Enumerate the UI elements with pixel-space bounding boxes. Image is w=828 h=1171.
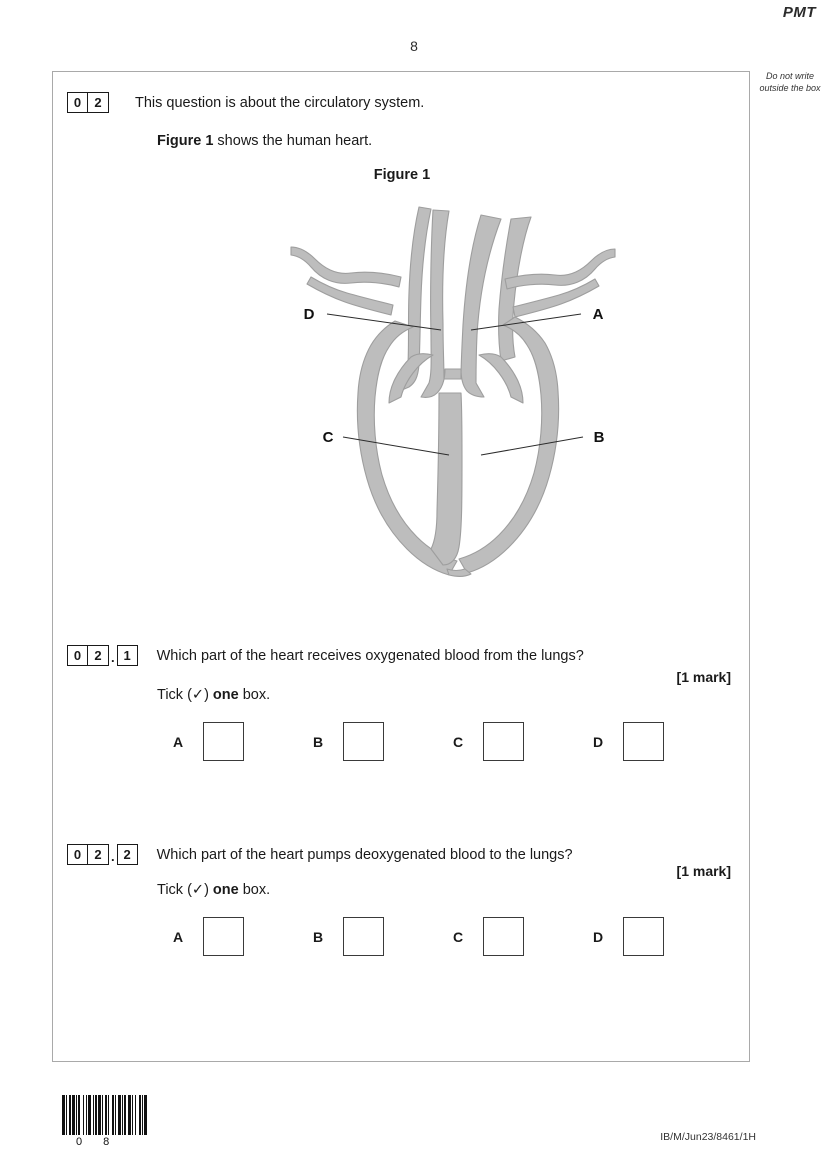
option-c-label-021: C [453, 733, 464, 750]
option-c-021[interactable] [453, 722, 593, 761]
option-b-checkbox-021[interactable] [343, 722, 384, 761]
right-pulmonary-vein-upper [505, 249, 615, 289]
barcode-area [62, 1095, 152, 1148]
q021-digit-0: 0 [67, 645, 88, 666]
option-a-021[interactable] [173, 722, 313, 761]
heart-diagram [243, 197, 663, 587]
question-02-2-header [67, 844, 573, 866]
q021-digit-2: 2 [88, 645, 109, 666]
option-b-022[interactable] [313, 917, 453, 956]
q021-sub-digit: 1 [117, 645, 138, 666]
heart-diagram-svg [243, 197, 663, 587]
tick-prefix-1: Tick ( [157, 687, 192, 703]
option-d-label-021: D [593, 733, 604, 750]
check-icon: ✓ [191, 687, 205, 703]
question-02-1-options [173, 722, 733, 761]
q022-sub-digit: 2 [117, 844, 138, 865]
option-a-label-021: A [173, 733, 184, 750]
option-d-label-022: D [593, 928, 604, 945]
option-a-label-022: A [173, 928, 184, 945]
option-d-022[interactable] [593, 917, 733, 956]
diagram-label-a: A [592, 306, 604, 323]
q022-digit-2: 2 [88, 844, 109, 865]
option-d-021[interactable] [593, 722, 733, 761]
diagram-label-c: C [322, 429, 334, 446]
tick-suffix-2: box. [238, 882, 271, 898]
leader-line-b [481, 437, 583, 455]
question-02-1-marks: [1 mark] [676, 669, 731, 685]
figure-1-statement [157, 133, 372, 149]
tick-bold-2: one [212, 882, 239, 898]
option-c-label-022: C [453, 928, 464, 945]
q021-separator-dot: . [111, 650, 115, 665]
tick-suffix-1: box. [238, 687, 271, 703]
option-b-label-021: B [313, 733, 324, 750]
question-02-1-tick-instruction [157, 687, 270, 703]
question-digit-2: 2 [88, 92, 109, 113]
question-digit-0: 0 [67, 92, 88, 113]
question-02-1-header [67, 645, 584, 667]
right-valve-flap [479, 354, 523, 403]
option-a-checkbox-021[interactable] [203, 722, 244, 761]
option-c-checkbox-022[interactable] [483, 917, 524, 956]
barcode-caption: 0 8 [76, 1136, 119, 1148]
answer-frame [52, 71, 750, 1062]
question-number-02 [67, 92, 109, 113]
question-02-header [67, 92, 424, 114]
check-icon-2: ✓ [191, 882, 205, 898]
question-02-1-text: Which part of the heart receives oxygenated blood from the lungs? [156, 648, 584, 664]
q022-separator-dot: . [111, 849, 115, 864]
question-02-statement: This question is about the circulatory system. [135, 95, 425, 111]
page-number: 8 [410, 38, 418, 54]
heart-vessels-and-walls [291, 207, 615, 576]
option-c-checkbox-021[interactable] [483, 722, 524, 761]
left-pulmonary-vein-upper [291, 247, 401, 287]
do-not-write-outside-box-note: Do not write outside the box [759, 71, 821, 94]
option-a-checkbox-022[interactable] [203, 917, 244, 956]
option-b-021[interactable] [313, 722, 453, 761]
septum-wall [431, 393, 462, 565]
figure-1-statement-bold: Figure 1 [157, 133, 214, 149]
diagram-label-b: B [593, 429, 605, 446]
figure-1-statement-rest: shows the human heart. [213, 133, 373, 149]
option-a-022[interactable] [173, 917, 313, 956]
diagram-label-d: D [303, 306, 315, 323]
option-b-label-022: B [313, 928, 324, 945]
tick-middle-1: ) [204, 687, 213, 703]
q022-digit-0: 0 [67, 844, 88, 865]
pulmonary-artery-trunk [421, 210, 501, 397]
tick-prefix-2: Tick ( [157, 882, 192, 898]
question-02-2-tick-instruction [157, 882, 270, 898]
option-d-checkbox-022[interactable] [623, 917, 664, 956]
question-02-2-marks: [1 mark] [676, 863, 731, 879]
leader-line-d [327, 314, 441, 330]
tick-middle-2: ) [204, 882, 213, 898]
tick-bold-1: one [212, 687, 239, 703]
pmt-watermark: PMT [782, 4, 816, 21]
question-number-02-1 [67, 645, 138, 666]
figure-1-title: Figure 1 [373, 167, 431, 183]
leader-line-c [343, 437, 449, 455]
question-02-2-options [173, 917, 733, 956]
option-b-checkbox-022[interactable] [343, 917, 384, 956]
question-02-2-text: Which part of the heart pumps deoxygenated blood to the lungs? [156, 847, 573, 863]
option-d-checkbox-021[interactable] [623, 722, 664, 761]
question-number-02-2 [67, 844, 138, 865]
barcode-icon [62, 1095, 152, 1135]
option-c-022[interactable] [453, 917, 593, 956]
document-code: IB/M/Jun23/8461/1H [660, 1131, 756, 1143]
